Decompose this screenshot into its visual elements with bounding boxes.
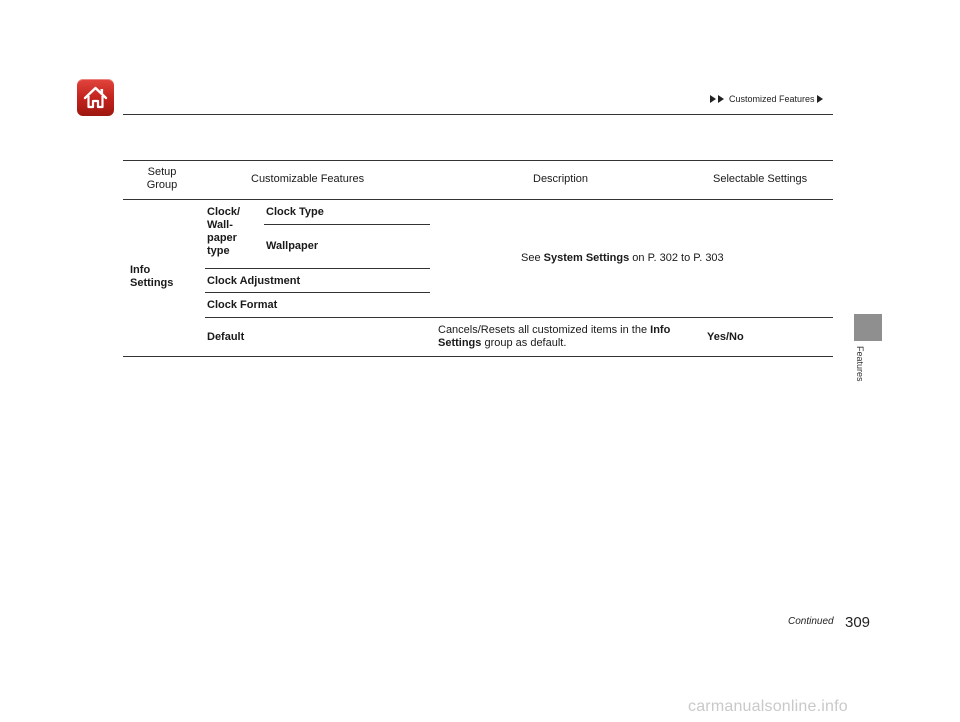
watermark: carmanualsonline.info: [688, 698, 848, 715]
page-303-link[interactable]: P. 303: [693, 252, 724, 264]
option-no: No: [729, 331, 744, 343]
page-302-link[interactable]: P. 302: [647, 252, 678, 264]
breadcrumb-label[interactable]: Customized Features: [729, 94, 815, 104]
breadcrumb: [710, 94, 823, 104]
triangle-right-icon: [817, 95, 823, 103]
feature-clock-format: Clock Format: [207, 299, 278, 311]
default-desc-info: Info: [650, 324, 671, 336]
feature-wallpaper: Wallpaper: [266, 240, 319, 252]
system-settings-link[interactable]: System Settings: [543, 252, 630, 264]
page-number: 309: [845, 614, 871, 631]
feature-default: Default: [207, 331, 245, 343]
see-on: on: [629, 252, 648, 264]
row-divider: [205, 268, 430, 269]
see-to: to: [677, 252, 694, 264]
feature-clock-adjustment: Clock Adjustment: [207, 275, 301, 287]
header-divider: [123, 114, 833, 115]
default-desc-settings: Settings: [438, 337, 482, 349]
default-settings: [707, 331, 744, 344]
header-bottom-rule: [123, 199, 833, 200]
triangle-right-icon: [710, 95, 716, 103]
see-reference: [521, 252, 724, 265]
triangle-right-icon: [718, 95, 724, 103]
header-customizable-features: Customizable Features: [251, 173, 365, 185]
header-setup-group: Setup Group: [146, 166, 178, 191]
section-tab-label: Features: [855, 346, 865, 382]
row-divider: [205, 292, 430, 293]
continued-label: Continued: [788, 616, 834, 627]
header-selectable-settings: Selectable Settings: [713, 173, 808, 185]
row-divider: [264, 224, 430, 225]
header-description: Description: [533, 173, 589, 185]
default-desc-suffix: group as default.: [481, 337, 567, 349]
table-top-rule: [123, 160, 833, 161]
home-button[interactable]: [77, 79, 114, 116]
home-icon: [82, 85, 109, 110]
feature-clock-wallpaper-type: Clock/ Wall- paper type: [207, 206, 241, 257]
see-prefix: See: [521, 252, 544, 264]
table-bottom-rule: [123, 356, 833, 357]
option-separator: /: [725, 331, 730, 343]
default-description: [438, 324, 698, 350]
row-divider: [205, 317, 833, 318]
section-tab-marker: [854, 314, 882, 341]
group-info-settings: Info Settings: [130, 264, 174, 289]
customized-features-table: [123, 160, 833, 357]
default-desc-prefix: Cancels/Resets all customized items in the: [438, 324, 651, 336]
option-yes: Yes: [707, 331, 726, 343]
feature-clock-type: Clock Type: [266, 206, 324, 218]
